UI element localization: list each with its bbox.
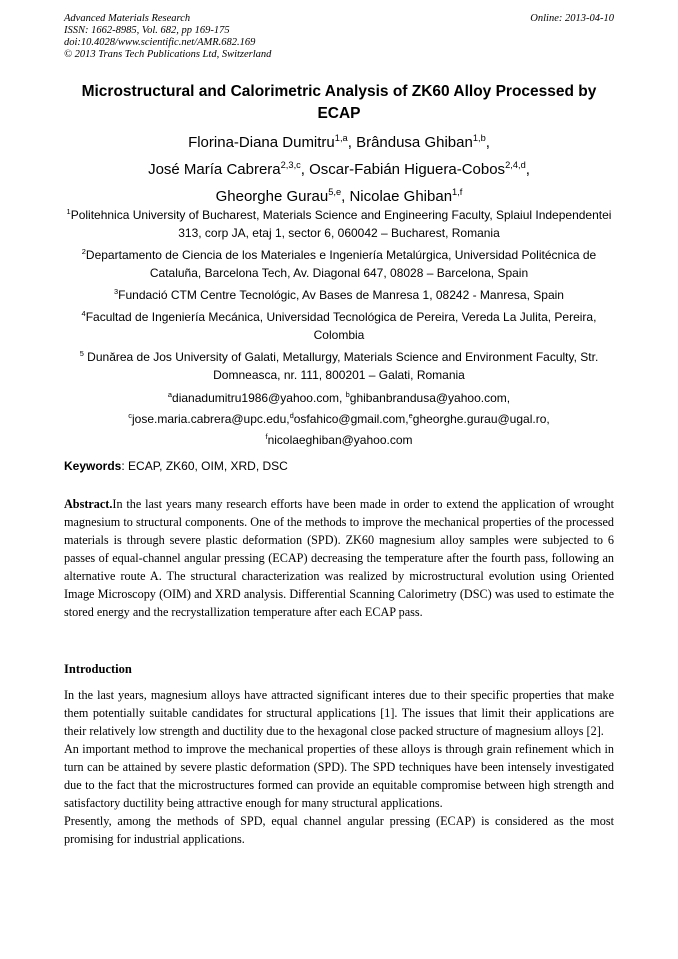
author-name: José María Cabrera [148, 161, 281, 178]
author-name: Brândusa Ghiban [356, 134, 473, 151]
affiliation-number: 1 [66, 207, 71, 216]
author-line [60, 154, 618, 181]
affiliation-number: 2 [81, 247, 86, 256]
author-sup: 2,4,d [505, 160, 526, 170]
affiliation-text: Politehnica University of Bucharest, Materials Science and Engineering Faculty, Splaiul Independentei 313, corp JA, etaj 1, sector 6, 060042 – Bucharest, Romania [70, 208, 612, 240]
affiliation-2 [60, 243, 618, 282]
author-name: Oscar-Fabián Higuera-Cobos [309, 161, 506, 178]
keywords-line [64, 457, 288, 475]
affiliation-number: 5 [79, 349, 84, 358]
keywords-label: Keywords [64, 459, 122, 473]
author-sep: , [347, 134, 357, 151]
email-sup: a [167, 390, 173, 399]
author-name: Florina-Diana Dumitru [188, 134, 335, 151]
email-sup: f [265, 432, 268, 441]
body-paragraph: Presently, among the methods of SPD, equal channel angular pressing (ECAP) is considered as the most promising for industrial applications. [64, 814, 614, 846]
author-line [60, 127, 618, 154]
affiliation-text: Departamento de Ciencia de los Materiales e Ingeniería Metalúrgica, Universidad Politécnica de Cataluña, Barcelona Tech, Av. Diagonal 647, 08028 – Barcelona, Spain [85, 248, 597, 280]
author-sup: 2,3,c [280, 160, 301, 170]
affiliation-text: Facultad de Ingeniería Mecánica, Universidad Tecnológica de Pereira, Vereda La Julita, Pereira, Colombia [85, 310, 597, 342]
author-sep: , [525, 161, 530, 178]
affiliation-number: 3 [114, 287, 119, 296]
keywords-text: : ECAP, ZK60, OIM, XRD, DSC [121, 459, 288, 473]
affiliation-text: Fundació CTM Centre Tecnológic, Av Bases de Manresa 1, 08242 - Manresa, Spain [118, 288, 564, 302]
author-sup: 5,e [328, 187, 342, 197]
issn-line: ISSN: 1662-8985, Vol. 682, pp 169-175 [64, 25, 230, 36]
paper-title: Microstructural and Calorimetric Analysis of ZK60 Alloy Processed by ECAP [81, 83, 597, 122]
author-sup: 1,b [472, 133, 486, 143]
email-address: nicolaeghiban@yahoo.com [267, 433, 413, 447]
introduction-heading: Introduction [64, 662, 132, 676]
email-address: gheorghe.gurau@ugal.ro, [412, 412, 550, 426]
affiliation-3 [60, 283, 618, 304]
author-sep: , [485, 134, 490, 151]
author-sup: 1,a [334, 133, 348, 143]
email-address: dianadumitru1986@yahoo.com, [172, 391, 346, 405]
author-name: Nicolae Ghiban [349, 188, 453, 205]
body-paragraph: In the last years, magnesium alloys have attracted significant interes due to their specific properties that make them potentially suitable candidates for structural applications [1]. The issues that limit their applications are their relatively low strength and ductility due to the hexagonal close packed structure of magnesium alloys [2]. [64, 688, 614, 738]
email-line [60, 407, 618, 428]
email-line [60, 386, 618, 407]
email-address: osfahico@gmail.com, [293, 412, 409, 426]
online-date: Online: 2013-04-10 [530, 13, 614, 24]
body-paragraph: An important method to improve the mechanical properties of these alloys is through grain refinement which in turn can be attained by severe plastic deformation (SPD). The SPD techniques have been intensely investigated due to the fact that the microstructures formed can provide an equitable compromise between high strength and satisfactory ductility being attractive enough for many structural applications. [64, 742, 614, 810]
abstract-label: Abstract. [64, 497, 113, 511]
email-sup: d [289, 411, 294, 420]
email-address: ghibanbrandusa@yahoo.com, [349, 391, 511, 405]
affiliation-number: 4 [81, 309, 86, 318]
author-sup: 1,f [452, 187, 463, 197]
doi-line: doi:10.4028/www.scientific.net/AMR.682.169 [64, 37, 256, 48]
email-sup: b [345, 390, 350, 399]
copyright-line: © 2013 Trans Tech Publications Ltd, Switzerland [64, 49, 272, 60]
email-address: jose.maria.cabrera@upc.edu, [132, 412, 290, 426]
journal-header [64, 13, 271, 61]
affiliation-5 [60, 345, 618, 384]
email-block [60, 386, 618, 449]
email-sup: c [128, 411, 132, 420]
email-line [60, 428, 618, 449]
abstract-text: In the last years many research efforts have been made in order to extend the application of wrought magnesium to structural components. One of the methods to improve the mechanical properties of the processed materials is through severe plastic deformation (SPD). ZK60 magnesium alloy samples were subjected to 6 passes of equal-channel angular pressing (ECAP) decreasing the temperature after the fourth pass, following an alternative route A. The structural characterization was realized by microstructural evolution using Oriented Image Microscopy (OIM) and XRD analysis. Differential Scanning Calorimetry (DSC) was used to estimate the stored energy and the recrystallization temperature after each ECAP pass. [64, 497, 614, 619]
journal-name: Advanced Materials Research [64, 13, 191, 24]
author-name: Gheorghe Gurau [215, 188, 329, 205]
affiliation-4 [60, 305, 618, 344]
author-sep: , [341, 188, 350, 205]
affiliation-1 [60, 203, 618, 242]
introduction-body [64, 686, 614, 848]
abstract-paragraph [64, 495, 614, 621]
email-sup: e [408, 411, 413, 420]
affiliation-text: Dunărea de Jos University of Galati, Metallurgy, Materials Science and Environment Faculty, Str. Domneasca, nr. 111, 800201 – Galati, Romania [83, 350, 599, 382]
author-sep: , [300, 161, 310, 178]
author-list [60, 127, 618, 208]
